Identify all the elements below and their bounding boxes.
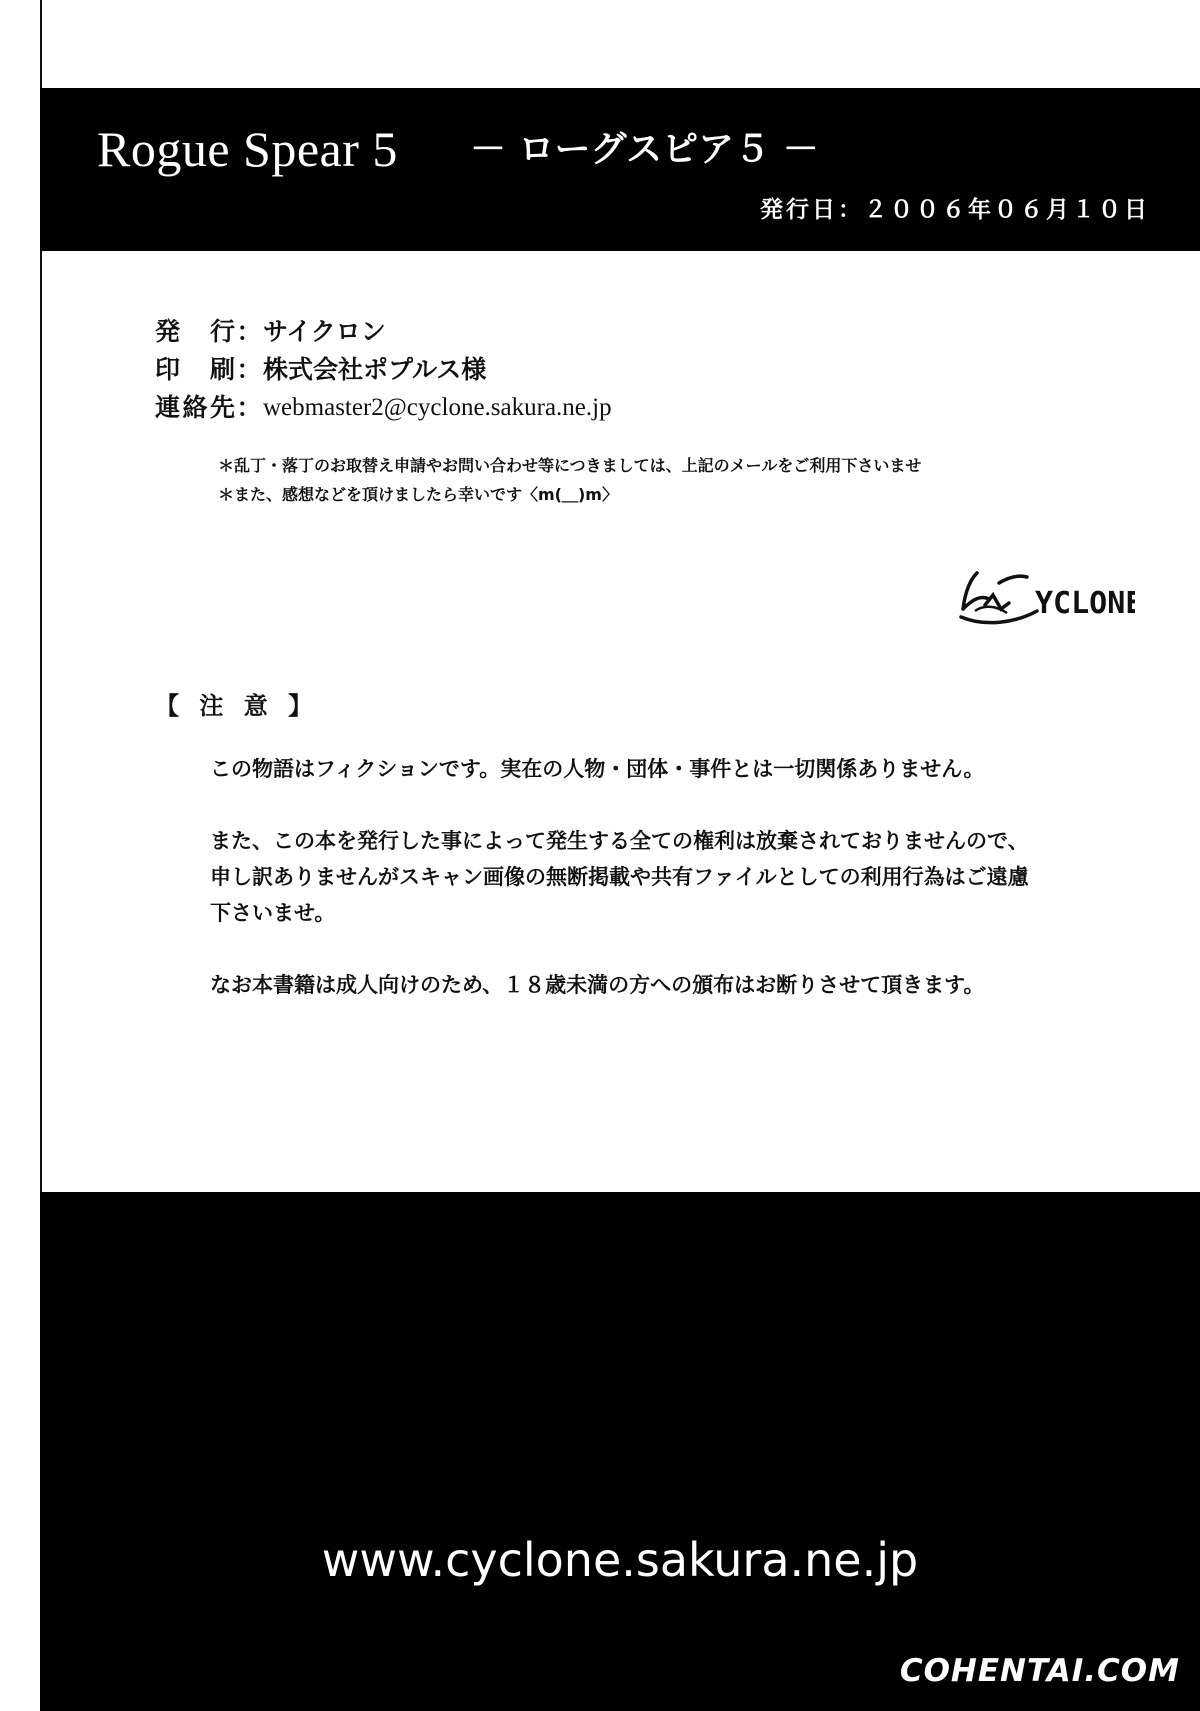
contact-separator: ： xyxy=(236,393,262,422)
caution-paragraph: なお本書籍は成人向けのため、１８歳未満の方への頒布はお断りさせて頂きます。 xyxy=(210,973,985,997)
publisher-separator: ： xyxy=(236,317,262,346)
cyclone-logo-icon xyxy=(955,565,1135,631)
printer-label: 印 刷 xyxy=(155,355,235,384)
footer-band xyxy=(40,1192,1200,1711)
contact-row xyxy=(155,389,612,427)
contact-label: 連絡先 xyxy=(155,393,235,422)
colophon-notes xyxy=(218,451,921,509)
note-line: ＊また、感想などを頂けましたら幸いです〈m(＿)m〉 xyxy=(218,485,618,504)
header-band xyxy=(40,88,1200,251)
printer-separator: ： xyxy=(236,355,262,384)
printer-row xyxy=(155,351,612,389)
publisher-label: 発 行 xyxy=(155,317,235,346)
caution-body xyxy=(210,751,1029,1039)
website-url[interactable]: www.cyclone.sakura.ne.jp xyxy=(321,1533,919,1587)
colophon-info xyxy=(155,313,612,427)
printer-value: 株式会社ポプルス様 xyxy=(263,355,487,384)
cyclone-logo xyxy=(955,565,1135,631)
book-subtitle: － ローグスピア５ － xyxy=(470,129,819,170)
caution-paragraph: この物語はフィクションです。実在の人物・団体・事件とは一切関係ありません。 xyxy=(210,757,985,781)
publisher-row xyxy=(155,313,612,351)
logo-wordmark: YCLONE xyxy=(1035,586,1135,621)
release-date: 発行日：２００６年０６月１０日 xyxy=(760,197,1150,223)
publisher-value: サイクロン xyxy=(263,317,386,346)
book-title: Rogue Spear 5 xyxy=(97,121,398,177)
contact-email[interactable]: webmaster2@cyclone.sakura.ne.jp xyxy=(263,394,612,421)
note-line: ＊乱丁・落丁のお取替え申請やお問い合わせ等につきましては、上記のメールをご利用下さいませ xyxy=(218,456,922,475)
caution-paragraph: また、この本を発行した事によって発生する全ての権利は放棄されておりませんので、 申し訳ありませんがスキャン画像の無断掲載や共有ファイルとしての利用行為はご遠慮 下さいませ。 xyxy=(210,829,1029,925)
caution-heading: 【 注 意 】 xyxy=(155,692,319,720)
watermark-text: COHENTAI.COM xyxy=(899,1653,1180,1689)
